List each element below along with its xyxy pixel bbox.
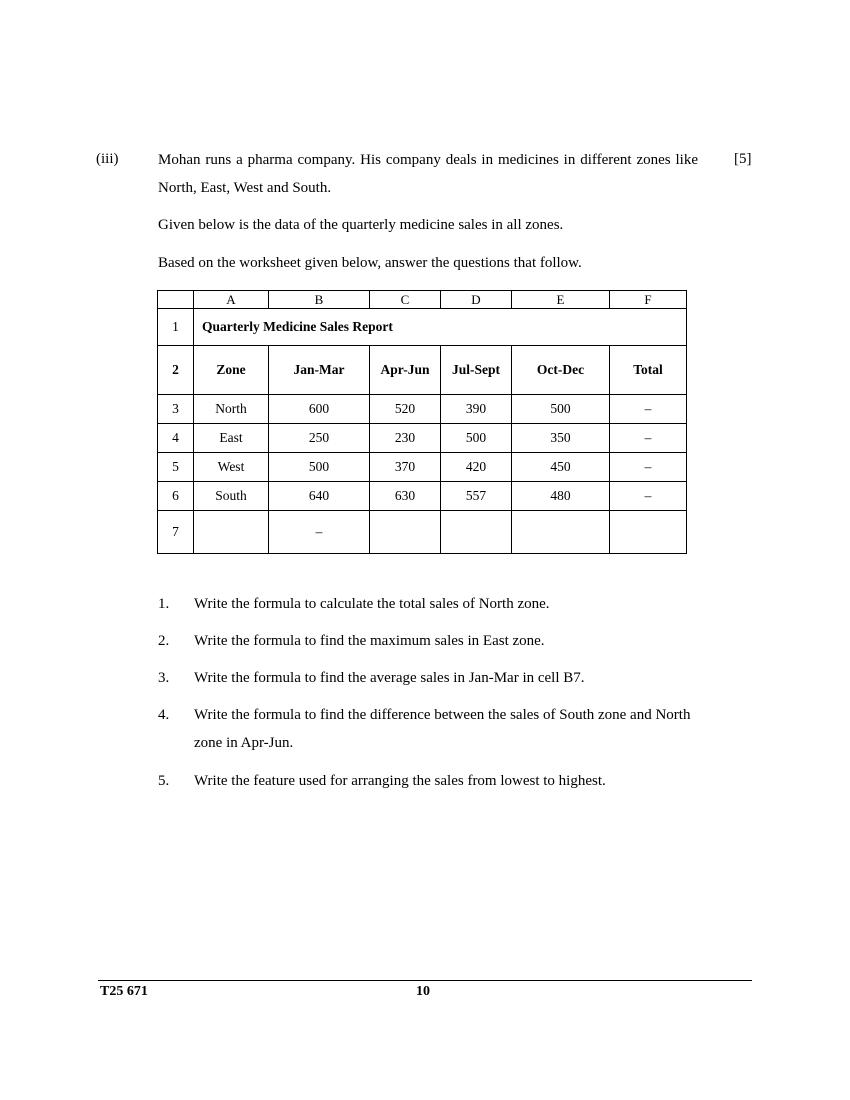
table-cell: 370 <box>370 453 441 482</box>
table-cell: 450 <box>512 453 610 482</box>
column-letter: E <box>512 291 610 309</box>
worksheet-table <box>157 290 687 554</box>
table-cell: East <box>194 424 269 453</box>
sub-question-text: Write the feature used for arranging the sales from lowest to highest. <box>194 773 606 789</box>
title-row <box>158 309 687 346</box>
table-cell: 390 <box>441 395 512 424</box>
header-cell: Apr-Jun <box>370 346 441 395</box>
table-row <box>158 424 687 453</box>
table-cell: – <box>269 511 370 554</box>
table-cell <box>441 511 512 554</box>
sub-question-text: Write the formula to find the average sales in Jan-Mar in cell B7. <box>194 670 585 686</box>
header-cell: Oct-Dec <box>512 346 610 395</box>
header-cell: Jul-Sept <box>441 346 512 395</box>
table-cell: – <box>610 482 687 511</box>
table-cell: 500 <box>441 424 512 453</box>
table-cell: 557 <box>441 482 512 511</box>
table-row <box>158 482 687 511</box>
question-intro: Mohan runs a pharma company. His company deals in medicines in different zones like North, East, West and South. <box>158 152 698 196</box>
table-cell <box>194 511 269 554</box>
table-cell: South <box>194 482 269 511</box>
table-cell: 250 <box>269 424 370 453</box>
table-cell <box>512 511 610 554</box>
sub-question-number: 4. <box>158 707 170 723</box>
sub-question-number: 2. <box>158 633 170 649</box>
footer-divider <box>98 980 752 981</box>
table-cell: 480 <box>512 482 610 511</box>
sub-question-number: 3. <box>158 670 170 686</box>
row-number: 4 <box>158 424 194 453</box>
column-letter: F <box>610 291 687 309</box>
header-cell: Zone <box>194 346 269 395</box>
row-number: 3 <box>158 395 194 424</box>
column-letter: D <box>441 291 512 309</box>
paper-code: T25 671 <box>100 984 148 999</box>
sub-question-text: Write the formula to find the maximum sales in East zone. <box>194 633 545 649</box>
table-cell: 520 <box>370 395 441 424</box>
table-row <box>158 511 687 554</box>
worksheet-title: Quarterly Medicine Sales Report <box>194 309 687 346</box>
question-data-note: Given below is the data of the quarterly medicine sales in all zones. <box>158 217 564 233</box>
question-instruction: Based on the worksheet given below, answer the questions that follow. <box>158 255 582 271</box>
row-number: 2 <box>158 346 194 395</box>
header-cell: Jan-Mar <box>269 346 370 395</box>
header-cell: Total <box>610 346 687 395</box>
row-number: 6 <box>158 482 194 511</box>
table-cell: 420 <box>441 453 512 482</box>
row-number: 5 <box>158 453 194 482</box>
column-letter-row <box>158 291 687 309</box>
table-cell: – <box>610 424 687 453</box>
column-letter: C <box>370 291 441 309</box>
row-number: 7 <box>158 511 194 554</box>
row-number: 1 <box>158 309 194 346</box>
table-cell: 640 <box>269 482 370 511</box>
header-row <box>158 346 687 395</box>
sub-question-number: 5. <box>158 773 170 789</box>
table-cell: 230 <box>370 424 441 453</box>
column-letter: A <box>194 291 269 309</box>
table-cell: 630 <box>370 482 441 511</box>
table-row <box>158 395 687 424</box>
table-cell: – <box>610 453 687 482</box>
table-cell: – <box>610 395 687 424</box>
sub-question-number: 1. <box>158 596 170 612</box>
table-cell <box>370 511 441 554</box>
sub-question-text: Write the formula to find the difference between the sales of South zone and North zone in Apr-Jun. <box>194 707 691 751</box>
table-row <box>158 453 687 482</box>
sub-question-text: Write the formula to calculate the total sales of North zone. <box>194 596 550 612</box>
question-marks: [5] <box>734 151 752 167</box>
table-cell: 500 <box>512 395 610 424</box>
table-cell: 600 <box>269 395 370 424</box>
page-number: 10 <box>416 984 430 999</box>
table-cell: 350 <box>512 424 610 453</box>
column-letter: B <box>269 291 370 309</box>
table-cell <box>610 511 687 554</box>
table-cell: North <box>194 395 269 424</box>
table-cell: West <box>194 453 269 482</box>
table-cell: 500 <box>269 453 370 482</box>
corner-cell <box>158 291 194 309</box>
question-number: (iii) <box>96 151 119 167</box>
